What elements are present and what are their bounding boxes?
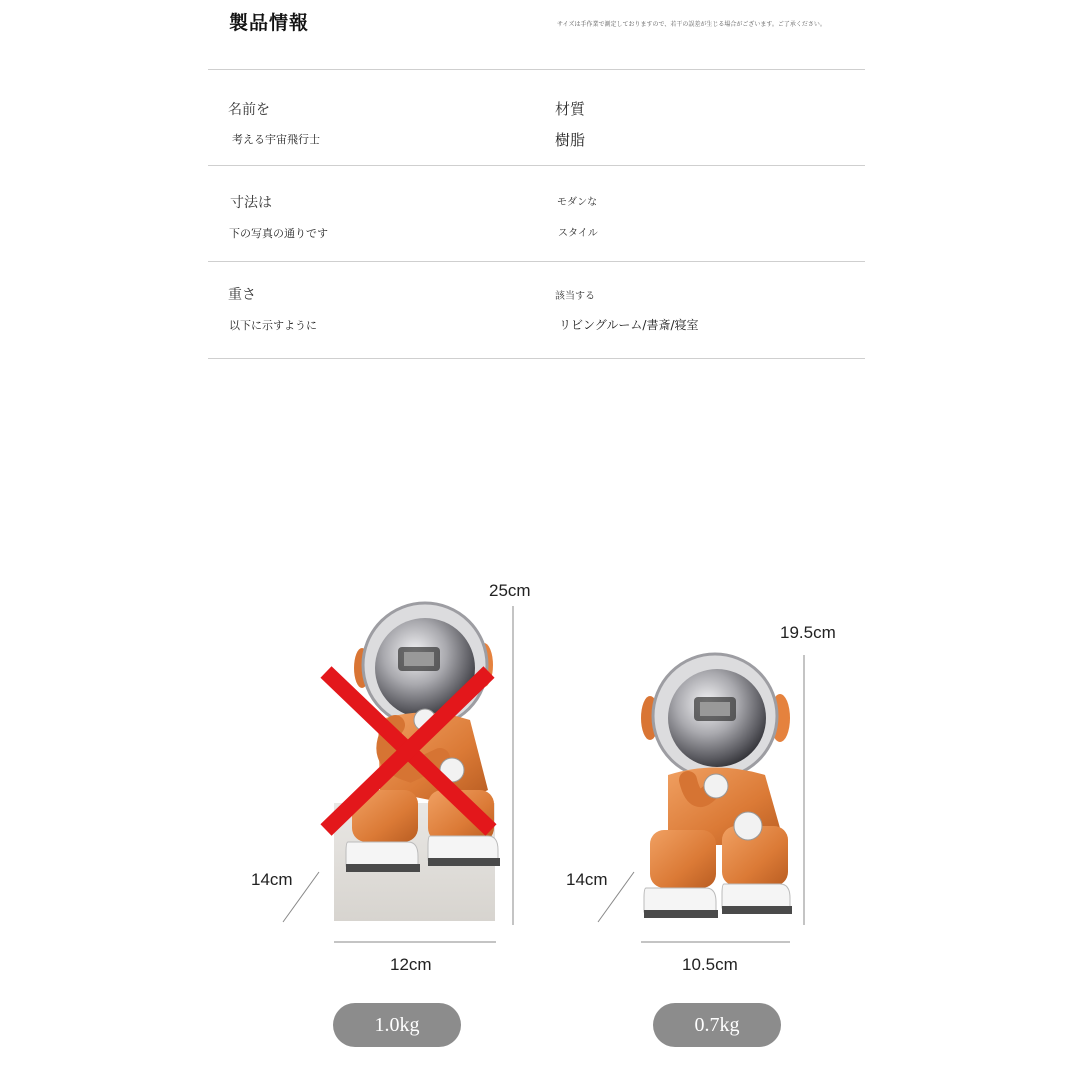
right-width-label: 10.5cm (682, 955, 738, 974)
spec-value-style: スタイル (558, 228, 598, 239)
spec-value-usage: リビングルーム/書斎/寝室 (559, 318, 699, 332)
spec-label-dimensions: 寸法は (230, 195, 272, 211)
spec-label-weight: 重さ (228, 287, 256, 303)
spec-value-dimensions: 下の写真の通りです (229, 227, 328, 240)
left-height-label: 25cm (489, 581, 531, 600)
spec-value-weight: 以下に示すように (229, 319, 317, 332)
spec-label-usage: 該当する (555, 291, 595, 302)
left-weight-badge: 1.0kg (333, 1003, 461, 1047)
spec-label-style: モダンな (557, 197, 598, 208)
spec-value-name: 考える宇宙飛行士 (232, 133, 320, 146)
page-title: 製品情報 (229, 12, 310, 34)
spec-label-material: 材質 (555, 100, 586, 118)
right-depth-label: 14cm (566, 870, 608, 889)
right-astronaut-figure (641, 654, 792, 918)
left-depth-label: 14cm (251, 870, 293, 889)
measurement-note: サイズは手作業で測定しておりますので、若干の誤差が生じる場合がございます。ご了承ください。 (557, 21, 826, 28)
left-width-label: 12cm (390, 955, 432, 974)
spec-label-name: 名前を (228, 102, 270, 118)
right-height-label: 19.5cm (780, 623, 836, 642)
spec-value-material: 樹脂 (555, 131, 586, 149)
right-weight-badge: 0.7kg (653, 1003, 781, 1047)
